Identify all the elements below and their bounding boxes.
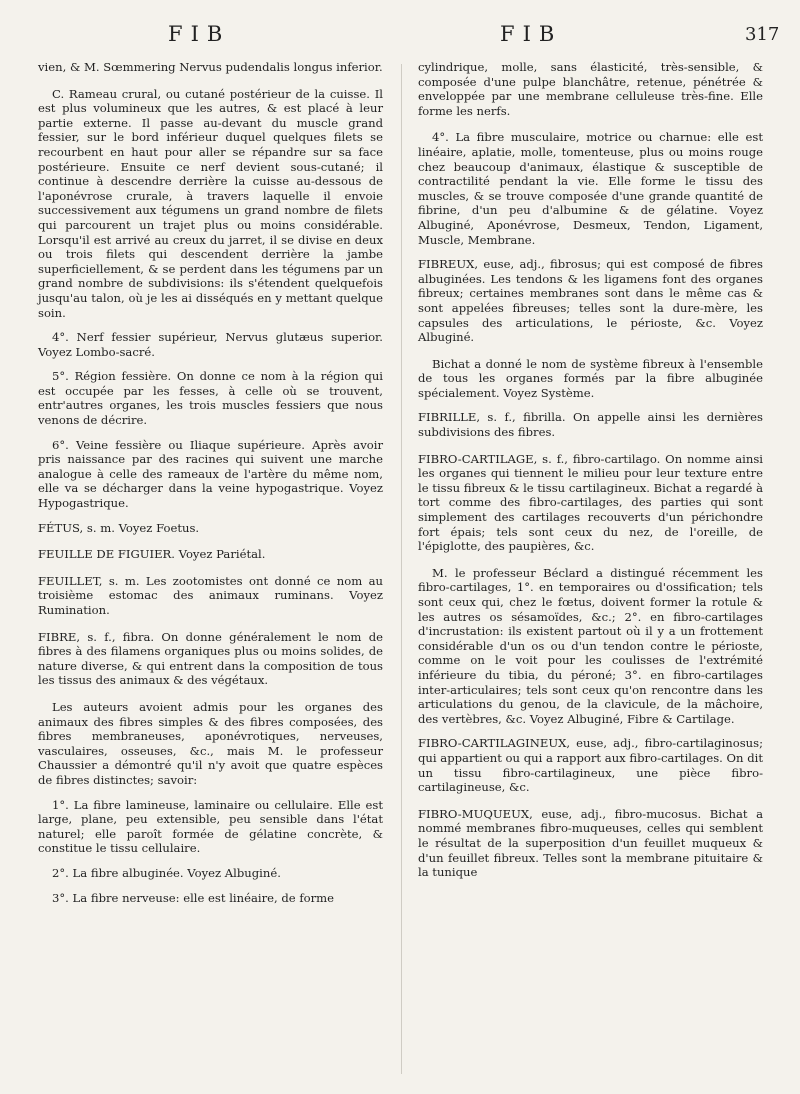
fibro-cartilage-paragraph: M. le professeur Béclard a distingué récemment les fibro-cartilages, 1°. en temporaires ou d'ossification; tels sont ceux qui, chez le fœtus, doivent former la rotule & les autres os sésamoïdes, &c.; 2°. en fibro-cartilages d'incrustation: ils existent partout où il y a un frottement considérable d'un os ou d'un tendon contre le périoste, comme on le voit pour les coulisses de l'extrémité inférieure du tibia, du péroné; 3°. en fibro-cartilages inter-articulaires; tels sont ceux qu'on rencontre dans les articulations du genou, de la clavicule, de la mâchoire, des vertèbres, &c. Voyez Albuginé, Fibre & Cartilage. <box>418 565 763 726</box>
entry-fetus: FÉTUS, s. m. Voyez Foetus. <box>38 520 200 535</box>
fibre-musculaire: 4°. La fibre musculaire, motrice ou charnue: elle est linéaire, aplatie, molle, tomenteuse, plus ou moins rouge chez beaucoup d'animaux, élastique & susceptible de contractilité pendant la vie. Elle forme le tissu des muscles, & se trouve composée d'une grande quantité de fibrine, d'un peu d'albumine & de gélatine. Voyez Albuginé, Aponévrose, Desmeux, Tendon, Ligament, Muscle, Membrane. <box>418 130 763 247</box>
left-column <box>38 60 383 915</box>
entry-fibro-cartilage: FIBRO-CARTILAGE, s. f., fibro-cartilago. On nomme ainsi les organes qui tiennent le milieu pour leur texture entre le tissu fibreux & le tissu cartilagineux. Bichat a regardé à tort comme des fibro-cartilages, des parties qui sont simplement des cartilages recouverts d'un périchondre fort épais; tels sont ceux du nez, de l'oreille, de l'épiglotte, des paupières, &c. <box>418 451 763 554</box>
entry-fibro-cartilagineux: FIBRO-CARTILAGINEUX, euse, adj., fibro-cartilaginosus; qui appartient ou qui a rapport aux fibro-cartilages. On dit un tissu fibro-cartilagineux, une pièce fibro-cartilagineuse, &c. <box>418 736 763 795</box>
entry-fibre: FIBRE, s. f., fibra. On donne généralement le nom de fibres à des filamens organiques plus ou moins solides, de nature diverse, & qui entrent dans la composition de tous les tissus des animaux & des végétaux. <box>38 629 383 688</box>
nerve-branch-crural: C. Rameau crural, ou cutané postérieur de la cuisse. Il est plus volumineux que les autres, & est placé à leur partie externe. Il passe au-devant du muscle grand fessier, sur le bord inférieur duquel quelques filets se recourbent en haut pour aller se répandre sur sa face postérieure. Ensuite ce nerf devient sous-cutané; il continue à descendre derrière la cuisse au-dessous de l'aponévrose crurale, à travers laquelle il envoie successivement aux tégumens un grand nombre de filets qui parcourent un trajet plus ou moins considérable. Lorsqu'il est arrivé au creux du jarret, il se divise en deux ou trois filets qui descendent derrière la jambe superficiellement, & se perdent dans les tégumens par un grand nombre de subdivisions: ils s'étendent quelquefois jusqu'au talon, où je les ai disséqués en y mettant quelque soin. <box>38 86 383 320</box>
continued-entry: cylindrique, molle, sans élasticité, très-sensible, & composée d'une pulpe blanchâtre, retenue, pénétrée & enveloppée par une membrane celluleuse très-fine. Elle forme les nerfs. <box>418 60 763 118</box>
running-head-left: FIB <box>168 22 231 46</box>
entry-feuillet: FEUILLET, s. m. Les zootomistes ont donné ce nom au troisième estomac des animaux ruminans. Voyez Rumination. <box>38 573 383 617</box>
continued-entry: vien, & M. Sœmmering Nervus pudendalis longus inferior. <box>38 60 383 74</box>
fibre-albuginee: 2°. La fibre albuginée. Voyez Albuginé. <box>52 865 281 880</box>
entry-nerf-fessier: 4°. Nerf fessier supérieur, Nervus glutæus superior. Voyez Lombo-sacré. <box>38 330 383 359</box>
fibre-lamineuse: 1°. La fibre lamineuse, laminaire ou cellulaire. Elle est large, plane, peu extensible, peu sensible dans l'état naturel; elle paroît formée de gélatine concrète, & constitue le tissu cellulaire. <box>38 797 383 856</box>
fibre-paragraph: Les auteurs avoient admis pour les organes des animaux des fibres simples & des fibres composées, des fibres membraneuses, aponévrotiques, nerveuses, vasculaires, osseuses, &c., mais M. le professeur Chaussier a démontré qu'il n'y avoit que quatre espèces de fibres distinctes; savoir: <box>38 699 383 787</box>
right-column <box>418 60 763 892</box>
entry-fibrille: FIBRILLE, s. f., fibrilla. On appelle ainsi les dernières subdivisions des fibres. <box>418 410 763 440</box>
entry-region-fessiere: 5°. Région fessière. On donne ce nom à la région qui est occupée par les fesses, à celle où se trouvent, entr'autres organes, les trois muscles fessiers que nous venons de décrire. <box>38 369 383 428</box>
entry-fibro-muqueux: FIBRO-MUQUEUX, euse, adj., fibro-mucosus. Bichat a nommé membranes fibro-muqueuses, celles qui semblent le résultat de la superposition d'un feuillet muqueux & d'un feuillet fibreux. Telles sont la membrane pituitaire & la tunique <box>418 806 763 880</box>
entry-feuille-de-figuier: FEUILLE DE FIGUIER. Voyez Pariétal. <box>38 547 266 562</box>
entry-fibreux: FIBREUX, euse, adj., fibrosus; qui est composé de fibres albuginées. Les tendons & les ligamens font des organes fibreux; certaines membranes sont dans le même cas & sont appelées fibreuses; telles sont la dure-mère, les capsules des articulations, le périoste, &c. Voyez Albuginé. <box>418 257 763 345</box>
column-divider <box>401 64 402 1074</box>
page-number: 317 <box>745 24 780 45</box>
fibreux-paragraph: Bichat a donné le nom de système fibreux à l'ensemble de tous les organes formés par la fibre albuginée spécialement. Voyez Système. <box>418 356 763 400</box>
running-head-right: FIB <box>500 22 563 46</box>
entry-veine-fessiere: 6°. Veine fessière ou Iliaque supérieure. Après avoir pris naissance par des racines qui suivent une marche analogue à celle des rameaux de l'artère du même nom, elle va se décharger dans la veine hypogastrique. Voyez Hypogastrique. <box>38 437 383 511</box>
running-head <box>0 22 800 56</box>
fibre-nerveuse: 3°. La fibre nerveuse: elle est linéaire, de forme <box>52 890 334 905</box>
